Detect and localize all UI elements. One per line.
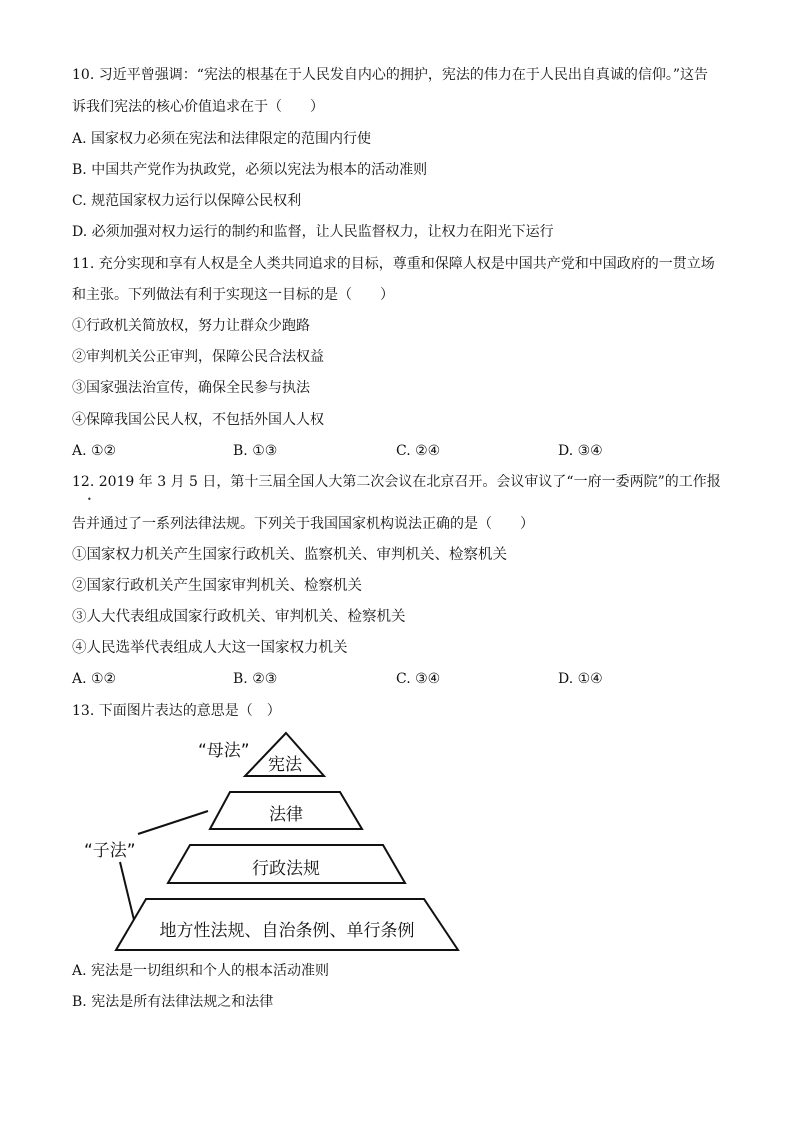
law-hierarchy-pyramid (80, 728, 480, 958)
q11-option-d: D. ③④ (558, 443, 603, 459)
child-law-connector-upper (138, 811, 208, 834)
q10-option-c: C. 规范国家权力运行以保障公民权利 (72, 193, 302, 209)
q11-statement-4: ④保障我国公民人权，不包括外国人人权 (72, 412, 324, 428)
q13-option-a: A. 宪法是一切组织和个人的根本活动准则 (72, 963, 330, 979)
q11-statement-3: ③国家强法治宣传，确保全民参与执法 (72, 380, 310, 396)
q10-option-b: B. 中国共产党作为执政党，必须以宪法为根本的活动准则 (72, 162, 428, 178)
mother-law-label: “母法” (198, 741, 250, 761)
q10-option-d: D. 必须加强对权力运行的制约和监督，让人民监督权力，让权力在阳光下运行 (72, 224, 554, 240)
q12-statement-2: ②国家行政机关产生国家审判机关、检察机关 (72, 578, 362, 594)
pyramid-tier-constitution-label: 宪法 (268, 755, 302, 775)
q12-option-c: C. ③④ (396, 671, 441, 687)
q12-stem-line2: 告并通过了一系列法律法规。下列关于我国国家机构说法正确的是（ ） (72, 516, 534, 532)
q12-option-a: A. ①② (72, 671, 117, 687)
q11-statement-2: ②审判机关公正审判，保障公民合法权益 (72, 349, 324, 365)
q12-statement-3: ③人大代表组成国家行政机关、审判机关、检察机关 (72, 609, 406, 625)
child-law-label: “子法” (84, 841, 136, 861)
q11-stem-line2: 和主张。下列做法有利于实现这一目标的是（ ） (72, 287, 394, 303)
q12-statement-4: ④人民选举代表组成人大这一国家权力机关 (72, 640, 348, 656)
pyramid-tier-local-regulations-label: 地方性法规、自治条例、单行条例 (159, 921, 415, 941)
q11-option-b: B. ①③ (233, 443, 278, 459)
q11-statement-1: ①行政机关简放权，努力让群众少跑路 (72, 318, 310, 334)
q10-option-a: A. 国家权力必须在宪法和法律限定的范围内行使 (72, 131, 372, 147)
stray-mark: • (87, 495, 92, 504)
q11-stem-line1: 11. 充分实现和享有人权是全人类共同追求的目标，尊重和保障人权是中国共产党和中国政府的一贯立场 (72, 256, 715, 272)
q10-stem-line1: 10. 习近平曾强调：“宪法的根基在于人民发自内心的拥护，宪法的伟力在于人民出自真诚的信仰。”这告 (72, 67, 709, 83)
child-law-connector-lower (120, 862, 134, 920)
q11-option-a: A. ①② (72, 443, 117, 459)
q13-stem: 13. 下面图片表达的意思是（ ） (72, 703, 281, 719)
q12-option-d: D. ①④ (558, 671, 603, 687)
q13-option-b: B. 宪法是所有法律法规之和法律 (72, 994, 274, 1010)
q12-statement-1: ①国家权力机关产生国家行政机关、监察机关、审判机关、检察机关 (72, 547, 507, 563)
q12-stem-line1: 12. 2019 年 3 月 5 日，第十三届全国人大第二次会议在北京召开。会议审议了“一府一委两院”的工作报 (72, 474, 721, 490)
pyramid-tier-admin-regulations-label: 行政法规 (252, 859, 320, 879)
pyramid-tier-law-label: 法律 (269, 805, 303, 825)
q12-option-b: B. ②③ (233, 671, 278, 687)
q10-stem-line2: 诉我们宪法的核心价值追求在于（ ） (72, 99, 324, 115)
q11-option-c: C. ②④ (396, 443, 441, 459)
